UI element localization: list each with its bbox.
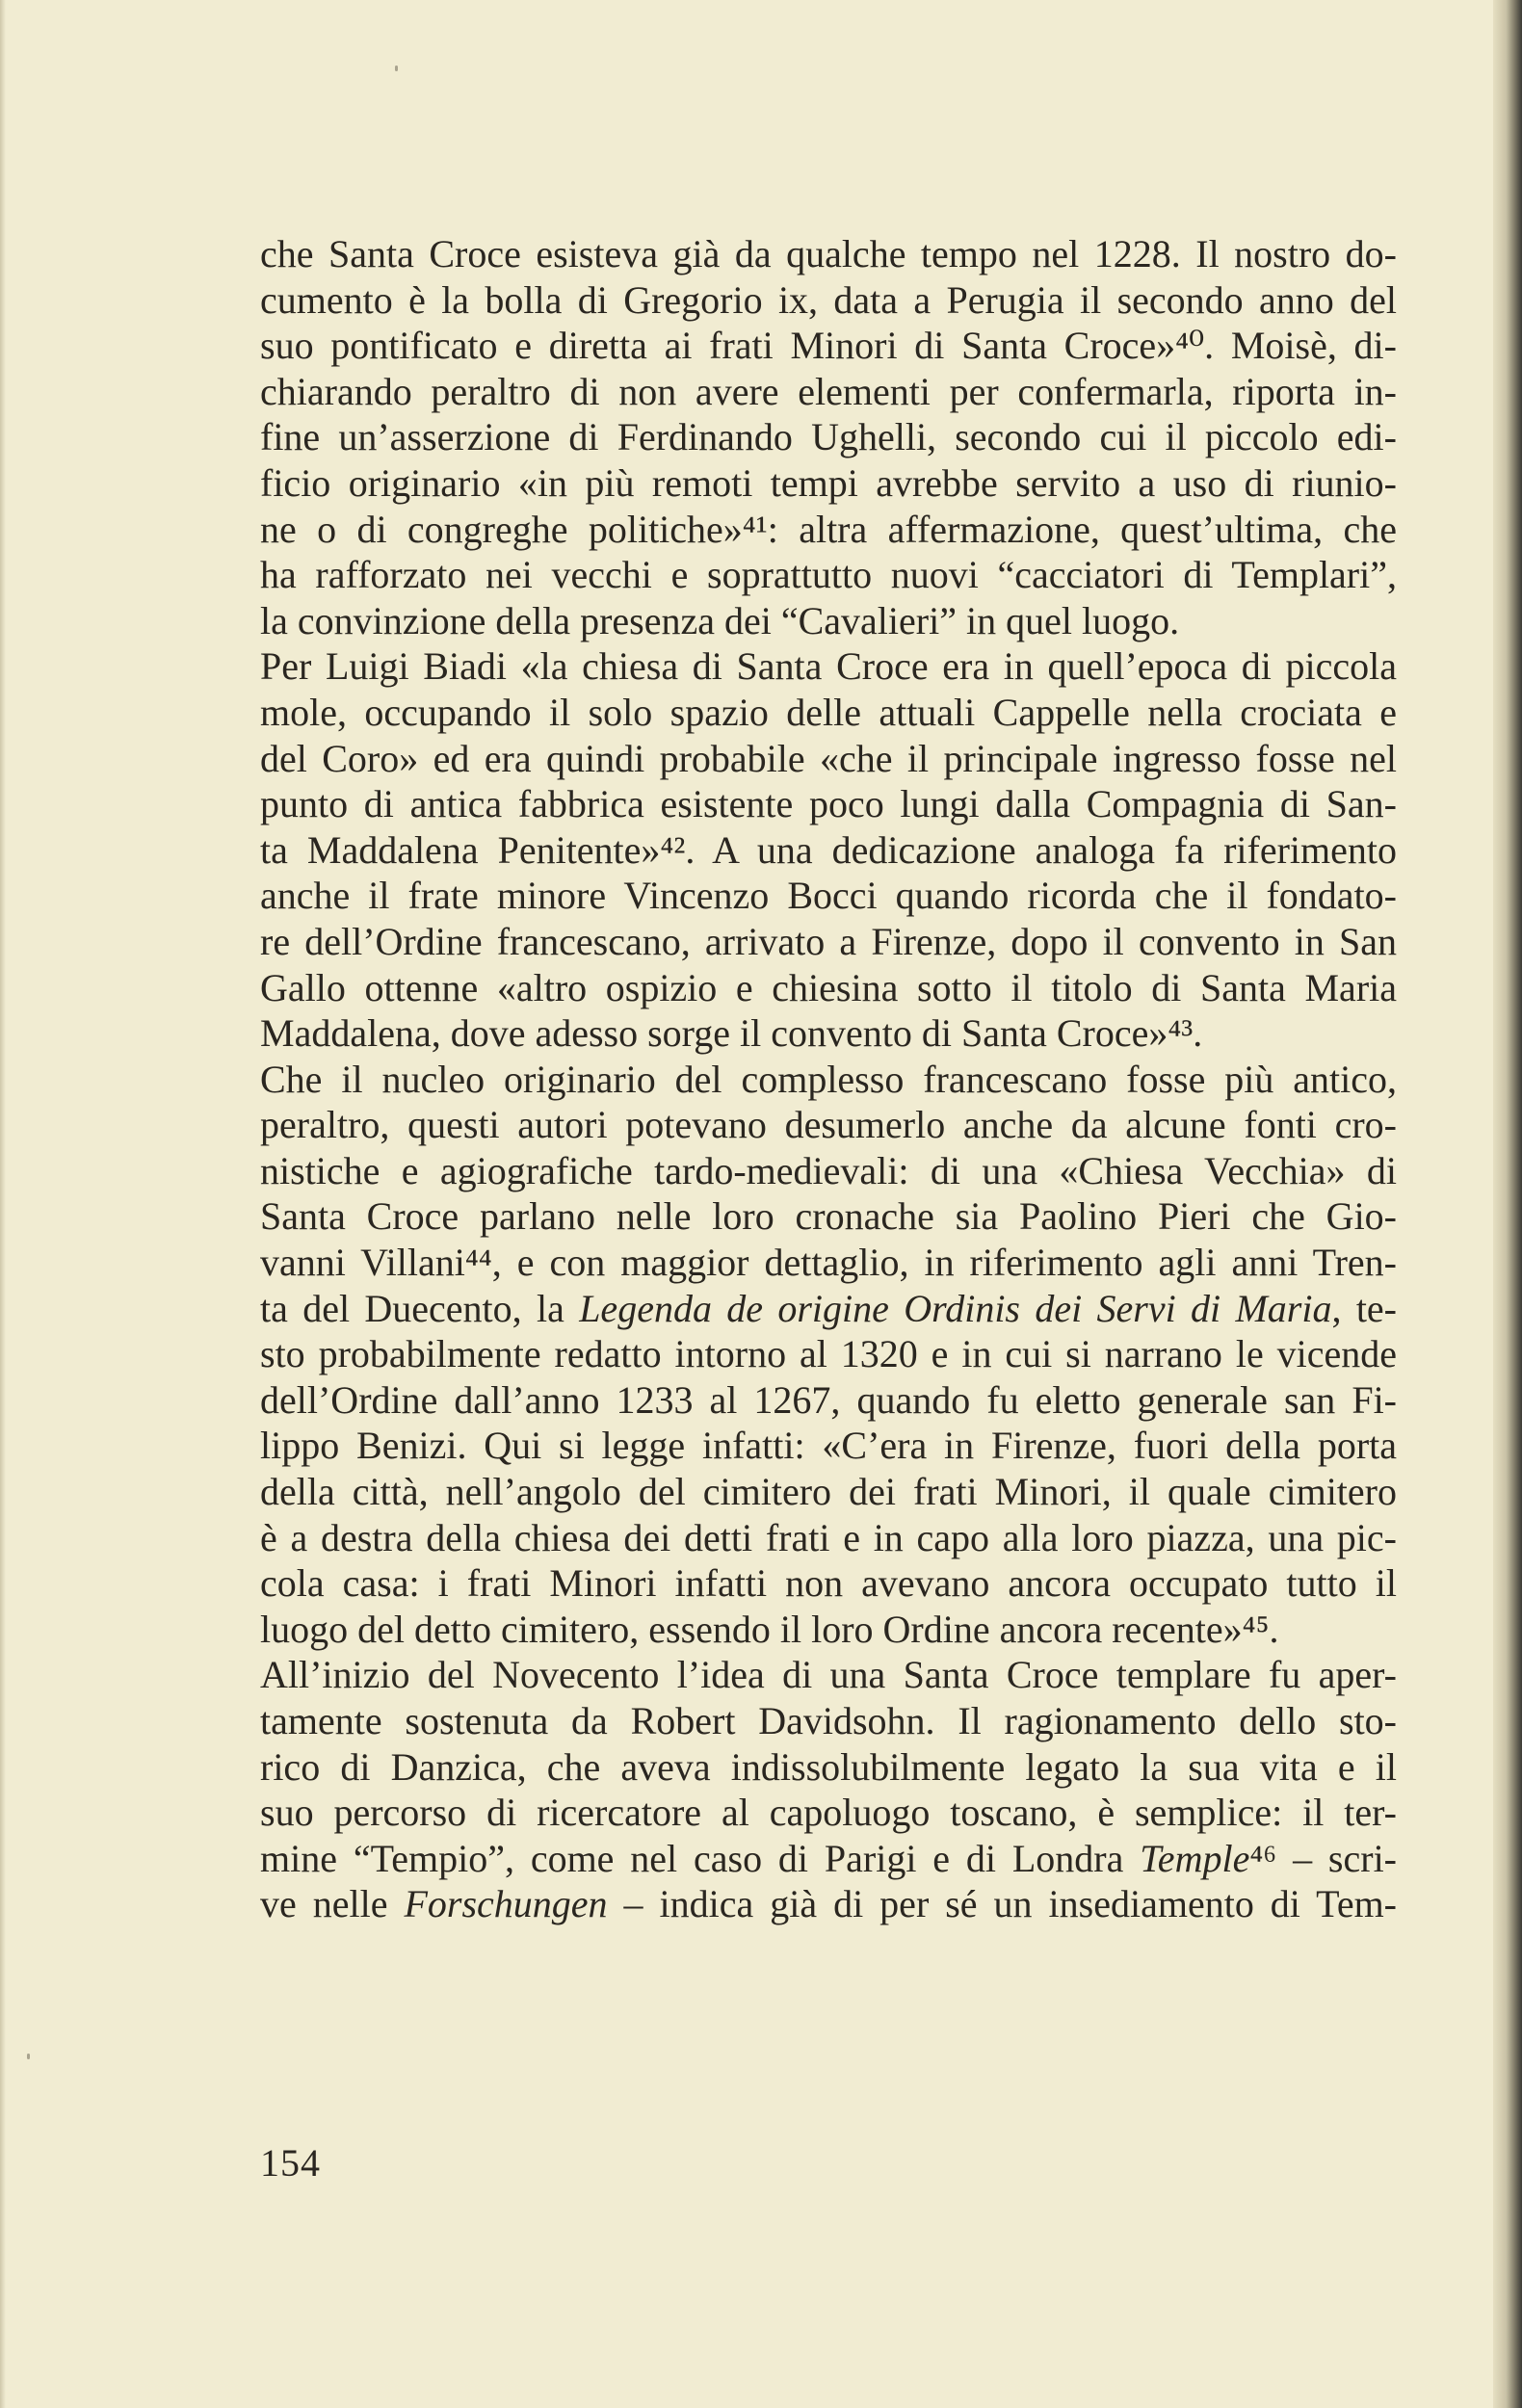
text-line [260,1881,1397,1927]
text-line: tamente sostenuta da Robert Davidsohn. Il ragionamento dello sto- [260,1699,1397,1742]
text-line: dell’Ordine dall’anno 1233 al 1267, quando fu eletto generale san Fi- [260,1377,1397,1422]
text-line: cumento è la bolla di Gregorio ix, data a Perugia il secondo anno del [260,277,1397,322]
text-line: mole, occupando il solo spazio delle attuali Cappelle nella crociata e [260,690,1397,734]
text-segment: – indica già di per sé un insediamento di Tem- [607,1882,1397,1926]
text-segment: mine “Tempio”, come nel caso di Parigi e di Londra [260,1836,1141,1880]
speck [395,65,398,71]
text-line: Santa Croce parlano nelle loro cronache sia Paolino Pieri che Gio- [260,1194,1397,1239]
text-segment: ve nelle [260,1882,405,1926]
text-line: rico di Danzica, che aveva indissolubilmente legato la sua vita e il [260,1744,1397,1789]
text-line: vanni Villani⁴⁴, e con maggior dettaglio, in riferimento agli anni Tren- [260,1241,1397,1285]
text-line: Maddalena, dove adesso sorge il convento di Santa Croce»⁴³. [260,1011,1203,1056]
text-line: sto probabilmente redatto intorno al 1320 e in cui si narrano le vicende [260,1332,1397,1376]
body-text [260,231,1397,1927]
text-line: è a destra della chiesa dei detti frati e in capo alla loro piazza, una pic- [260,1515,1397,1559]
text-segment: , te- [1331,1286,1398,1330]
text-line: suo percorso di ricercatore al capoluogo toscano, è semplice: il ter- [260,1791,1397,1835]
text-line: All’inizio del Novecento l’idea di una Santa Croce templare fu aper- [260,1653,1397,1697]
text-line: ne o di congreghe politiche»⁴¹: altra affermazione, quest’ultima, che [260,507,1397,551]
text-line: punto di antica fabbrica esistente poco lungi dalla Compagnia di San- [260,782,1397,826]
book-gutter-shadow [1493,0,1522,2408]
text-line: peraltro, questi autori potevano desumerlo anche da alcune fonti cro- [260,1103,1397,1147]
page-number: 154 [260,2141,321,2185]
italic-title: Legenda de origine Ordinis dei Servi di Maria [579,1286,1332,1330]
text-line: Che il nucleo originario del complesso francescano fosse più antico, [260,1057,1397,1101]
italic-title: Forschungen [404,1882,608,1926]
text-line: del Coro» ed era quindi probabile «che il principale ingresso fosse nel [260,736,1397,780]
text-line: luogo del detto cimitero, essendo il loro Ordine ancora recente»⁴⁵. [260,1607,1279,1651]
text-line: Gallo ottenne «altro ospizio e chiesina sotto il titolo di Santa Maria [260,965,1397,1009]
text-line [260,1836,1397,1882]
text-segment: ta del Duecento, la [260,1286,580,1330]
speck [27,2054,30,2059]
text-line: anche il frate minore Vincenzo Bocci quando ricorda che il fondato- [260,874,1397,918]
text-line: ta Maddalena Penitente»⁴². A una dedicazione analoga fa riferimento [260,827,1397,872]
text-line: ficio originario «in più remoti tempi avrebbe servito a uso di riunio- [260,460,1397,505]
italic-title: Temple [1140,1836,1250,1880]
text-line: fine un’asserzione di Ferdinando Ughelli, secondo cui il piccolo edi- [260,415,1397,459]
text-line: re dell’Ordine francescano, arrivato a Firenze, dopo il convento in San [260,919,1397,963]
text-segment: ⁴⁶ – scri- [1249,1836,1397,1880]
text-line: chiarando peraltro di non avere elementi per confermarla, riporta in- [260,369,1397,413]
text-line: lippo Benizi. Qui si legge infatti: «C’era in Firenze, fuori della porta [260,1424,1397,1468]
text-line: cola casa: i frati Minori infatti non avevano ancora occupato tutto il [260,1561,1397,1606]
text-line [260,1286,1397,1332]
text-line: suo pontificato e diretta ai frati Minori di Santa Croce»⁴⁰. Moisè, di- [260,324,1397,368]
text-line: che Santa Croce esisteva già da qualche tempo nel 1228. Il nostro do- [260,232,1397,275]
text-line: ha rafforzato nei vecchi e soprattutto nuovi “cacciatori di Templari”, [260,553,1397,597]
text-line: Per Luigi Biadi «la chiesa di Santa Croce era in quell’epoca di piccola [260,644,1397,689]
text-line: nistiche e agiografiche tardo-medievali: di una «Chiesa Vecchia» di [260,1148,1397,1192]
text-line: la convinzione della presenza dei “Cavalieri” in quel luogo. [260,598,1180,642]
text-line: della città, nell’angolo del cimitero dei frati Minori, il quale cimitero [260,1470,1397,1514]
page-edge [0,0,6,2408]
